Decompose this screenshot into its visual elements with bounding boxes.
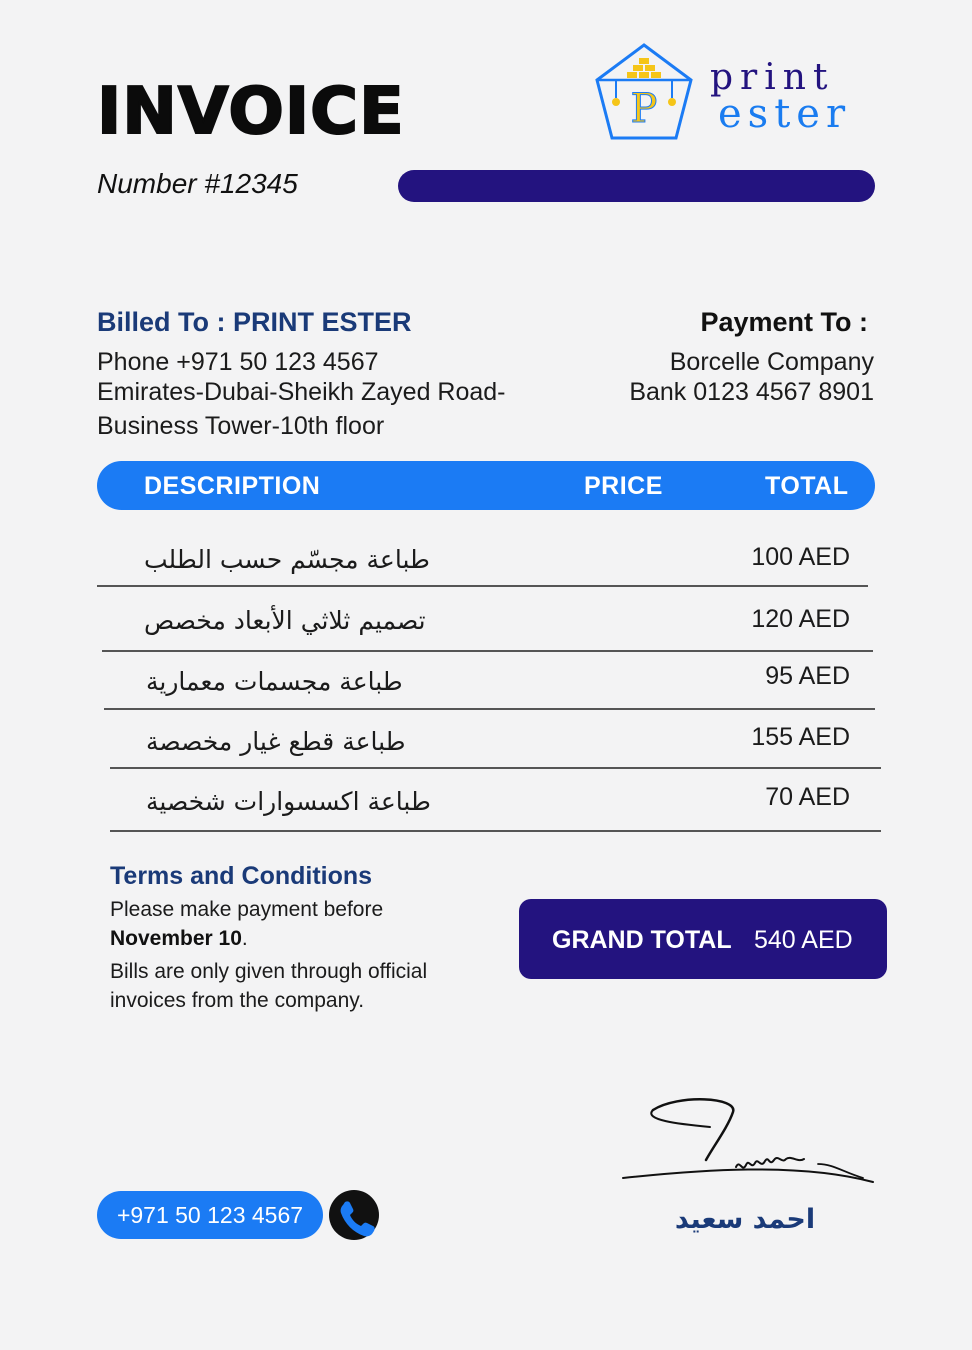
billed-address-line2: Business Tower-10th floor	[97, 412, 385, 440]
table-row-total: 95 AED	[765, 662, 850, 690]
signatory-name: احمد سعيد	[674, 1204, 816, 1235]
table-row-total: 100 AED	[751, 543, 850, 571]
row-divider	[97, 585, 868, 587]
table-row-description: تصميم ثلاثي الأبعاد مخصص	[144, 606, 426, 635]
header-description: DESCRIPTION	[144, 472, 321, 500]
phone-pill[interactable]	[97, 1191, 323, 1239]
row-divider	[104, 708, 875, 710]
terms-title: Terms and Conditions	[110, 862, 373, 890]
table-row-total: 120 AED	[751, 605, 850, 633]
billed-phone: Phone +971 50 123 4567	[97, 348, 379, 376]
logo-text-ester: ester	[718, 91, 852, 137]
table-row-total: 155 AED	[751, 723, 850, 751]
payment-company: Borcelle Company	[669, 348, 874, 376]
logo-text-print: print	[710, 57, 835, 98]
phone-icon[interactable]	[329, 1190, 379, 1240]
header-accent-bar	[398, 170, 875, 202]
header-total: TOTAL	[765, 472, 849, 500]
house-logo-icon	[594, 42, 694, 142]
signature-image	[618, 1092, 878, 1192]
grand-total-label: GRAND TOTAL	[552, 926, 732, 954]
table-row-description: طباعة قطع غيار مخصصة	[146, 727, 406, 756]
row-divider	[110, 767, 881, 769]
billed-to-title: Billed To : PRINT ESTER	[97, 307, 412, 337]
row-divider	[110, 830, 881, 832]
logo-mark-letter: P	[630, 86, 658, 132]
payment-to-title: Payment To :	[700, 307, 868, 337]
table-header	[97, 461, 875, 510]
table-row-total: 70 AED	[765, 783, 850, 811]
invoice-title: INVOICE	[97, 75, 405, 149]
header-price: PRICE	[584, 472, 663, 500]
invoice-number: Number #12345	[97, 168, 298, 199]
terms-line1: Please make payment before	[110, 898, 384, 921]
grand-total-box	[519, 899, 887, 979]
terms-due-line	[110, 928, 248, 949]
table-row-description: طباعة مجسّم حسب الطلب	[144, 545, 430, 574]
grand-total-value: 540 AED	[754, 926, 853, 954]
row-divider	[102, 650, 873, 652]
terms-line4: invoices from the company.	[110, 989, 365, 1012]
phone-number: +971 50 123 4567	[116, 1202, 304, 1228]
terms-due-date: November 10	[110, 927, 242, 950]
billed-address-line1: Emirates-Dubai-Sheikh Zayed Road-	[97, 378, 506, 406]
terms-due-suffix: .	[241, 927, 248, 950]
table-row-description: طباعة اكسسوارات شخصية	[146, 787, 431, 816]
payment-bank: Bank 0123 4567 8901	[629, 378, 874, 406]
terms-line3: Bills are only given through official	[110, 960, 428, 983]
table-row-description: طباعة مجسمات معمارية	[146, 667, 403, 696]
